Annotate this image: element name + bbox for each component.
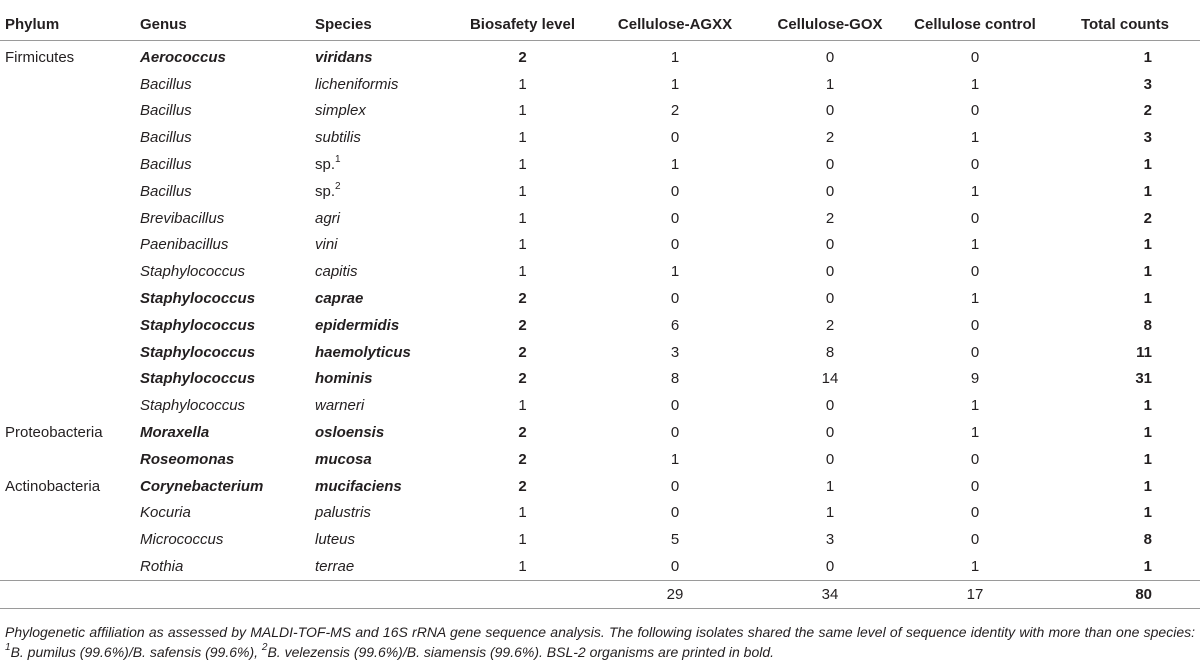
cell-phylum (0, 98, 140, 125)
cell-cellulose-control: 1 (970, 75, 980, 93)
cell-cellulose-gox: 0 (825, 424, 835, 442)
cell-cellulose-control: 1 (970, 236, 980, 254)
cell-species: mucosa (315, 450, 372, 468)
cell-biosafety-level: 2 (518, 343, 527, 361)
header-species: Species (315, 8, 455, 41)
cell-genus: Rothia (140, 558, 184, 576)
cell-total-counts: 11 (1136, 343, 1152, 361)
table-row (0, 419, 1200, 446)
cell-total-counts: 8 (1143, 316, 1152, 334)
cell-biosafety-level: 1 (518, 209, 527, 227)
cell-biosafety-level: 2 (518, 424, 527, 442)
cell-phylum (0, 178, 140, 205)
cell-genus: Staphylococcus (140, 316, 256, 334)
species-text: sp. (315, 156, 336, 174)
cell-cellulose-control: 9 (970, 370, 980, 388)
cell-phylum: Actinobacteria (5, 477, 101, 495)
table-row (0, 339, 1200, 366)
cell-biosafety-level: 1 (518, 504, 527, 522)
cell-biosafety-level: 1 (518, 129, 527, 147)
cell-cellulose-agxx: 1 (670, 263, 680, 281)
cell-cellulose-agxx: 0 (670, 477, 680, 495)
cell-cellulose-control: 1 (970, 424, 980, 442)
cell-phylum (0, 446, 140, 473)
cell-species: warneri (315, 397, 365, 415)
header-phylum: Phylum (0, 8, 140, 41)
cell-biosafety-level: 2 (518, 290, 527, 308)
cell-genus: Moraxella (140, 424, 210, 442)
cell-species (315, 151, 455, 178)
cell-phylum (0, 500, 140, 527)
cell-cellulose-control: 1 (970, 558, 980, 576)
cell-species: capitis (315, 263, 358, 281)
cell-total-counts: 1 (1143, 156, 1152, 174)
cell-biosafety-level: 1 (518, 531, 527, 549)
table-row (0, 151, 1200, 178)
cell-species: vini (315, 236, 338, 254)
footnote-superscript-1: 1 (5, 642, 11, 654)
cell-cellulose-gox: 0 (825, 48, 835, 66)
cell-cellulose-control: 1 (970, 182, 980, 200)
table-row (0, 446, 1200, 473)
table-footnote (5, 622, 1195, 662)
cell-cellulose-gox: 0 (825, 450, 835, 468)
totals-row (0, 580, 1200, 608)
cell-cellulose-agxx: 1 (670, 75, 680, 93)
header-cellulose-agxx: Cellulose-AGXX (590, 8, 760, 41)
footnote-superscript-2: 2 (261, 642, 268, 654)
cell-phylum (0, 285, 140, 312)
cell-species: haemolyticus (315, 343, 411, 361)
cell-cellulose-agxx: 0 (670, 236, 680, 254)
cell-phylum (0, 526, 140, 553)
cell-cellulose-control: 0 (970, 316, 980, 334)
cell-cellulose-agxx: 0 (670, 182, 680, 200)
header-cellulose-gox: Cellulose-GOX (760, 8, 900, 41)
cell-species: luteus (315, 531, 356, 549)
cell-cellulose-gox: 0 (825, 558, 835, 576)
table-row (0, 232, 1200, 259)
cell-cellulose-agxx: 1 (670, 48, 680, 66)
header-genus: Genus (140, 8, 315, 41)
cell-cellulose-agxx: 0 (670, 397, 680, 415)
cell-total-counts: 1 (1143, 182, 1152, 200)
cell-phylum (0, 124, 140, 151)
cell-cellulose-control: 0 (970, 263, 980, 281)
cell-cellulose-control: 0 (970, 477, 980, 495)
cell-genus: Staphylococcus (140, 397, 246, 415)
cell-species: viridans (315, 48, 373, 66)
cell-cellulose-gox: 0 (825, 397, 835, 415)
cell-cellulose-gox: 0 (825, 182, 835, 200)
cell-genus: Aerococcus (140, 48, 226, 66)
footnote-text-3: B. velezensis (99.6%)/B. siamensis (99.6%). BSL-2 organisms are printed in bold. (267, 644, 775, 660)
cell-cellulose-control: 0 (970, 343, 980, 361)
cell-phylum (0, 366, 140, 393)
cell-genus: Kocuria (140, 504, 191, 522)
table-row (0, 205, 1200, 232)
cell-total-counts: 1 (1143, 290, 1152, 308)
cell-phylum (0, 71, 140, 98)
cell-cellulose-control: 1 (970, 397, 980, 415)
cell-species (315, 178, 455, 205)
cell-cellulose-gox: 14 (821, 370, 839, 388)
cell-species: hominis (315, 370, 373, 388)
total-counts-grand: 80 (1050, 580, 1200, 608)
cell-cellulose-agxx: 3 (670, 343, 680, 361)
cell-total-counts: 1 (1143, 450, 1152, 468)
cell-biosafety-level: 2 (518, 370, 527, 388)
cell-total-counts: 1 (1143, 48, 1152, 66)
cell-species: palustris (315, 504, 371, 522)
cell-total-counts: 2 (1143, 102, 1152, 120)
table-row (0, 392, 1200, 419)
cell-cellulose-gox: 0 (825, 236, 835, 254)
cell-cellulose-gox: 1 (825, 504, 835, 522)
cell-total-counts: 1 (1143, 424, 1152, 442)
table-row (0, 258, 1200, 285)
header-cellulose-control: Cellulose control (900, 8, 1050, 41)
cell-phylum (0, 205, 140, 232)
totals-empty-cell (455, 580, 590, 608)
totals-empty-cell (140, 580, 315, 608)
table-row (0, 553, 1200, 580)
header-total-counts: Total counts (1050, 8, 1200, 41)
cell-cellulose-gox: 0 (825, 290, 835, 308)
cell-cellulose-agxx: 5 (670, 531, 680, 549)
cell-cellulose-gox: 0 (825, 102, 835, 120)
cell-cellulose-agxx: 1 (670, 156, 680, 174)
total-cellulose-control: 17 (900, 580, 1050, 608)
cell-cellulose-control: 1 (970, 290, 980, 308)
cell-cellulose-agxx: 0 (670, 129, 680, 147)
table-header-row (0, 8, 1200, 41)
totals-empty-cell (315, 580, 455, 608)
total-cellulose-agxx: 29 (590, 580, 760, 608)
cell-genus: Bacillus (140, 156, 192, 174)
cell-cellulose-control: 0 (970, 450, 980, 468)
cell-cellulose-gox: 0 (825, 156, 835, 174)
cell-species: terrae (315, 558, 355, 576)
cell-total-counts: 1 (1143, 558, 1152, 576)
cell-cellulose-agxx: 8 (670, 370, 680, 388)
cell-total-counts: 1 (1143, 263, 1152, 281)
cell-cellulose-gox: 0 (825, 263, 835, 281)
cell-genus: Staphylococcus (140, 290, 256, 308)
cell-cellulose-control: 0 (970, 156, 980, 174)
cell-total-counts: 2 (1143, 209, 1152, 227)
totals-empty-cell (0, 580, 140, 608)
cell-species: licheniformis (315, 75, 399, 93)
cell-phylum (0, 232, 140, 259)
cell-cellulose-control: 0 (970, 48, 980, 66)
table-row (0, 41, 1200, 71)
cell-total-counts: 1 (1143, 477, 1152, 495)
table-row (0, 473, 1200, 500)
cell-cellulose-control: 1 (970, 129, 980, 147)
table-row (0, 285, 1200, 312)
cell-genus: Bacillus (140, 129, 192, 147)
cell-cellulose-control: 0 (970, 504, 980, 522)
cell-cellulose-agxx: 0 (670, 504, 680, 522)
cell-total-counts: 1 (1143, 504, 1152, 522)
species-text: sp. (315, 182, 336, 200)
cell-phylum (0, 339, 140, 366)
cell-total-counts: 3 (1143, 129, 1152, 147)
cell-biosafety-level: 2 (518, 477, 527, 495)
cell-biosafety-level: 2 (518, 48, 527, 66)
footnote-text-1: Phylogenetic affiliation as assessed by MALDI-TOF-MS and 16S rRNA gene sequence analysis. The following isolates shared the same level of sequence identity with more than one species: (5, 624, 1195, 640)
cell-cellulose-agxx: 6 (670, 316, 680, 334)
cell-genus: Staphylococcus (140, 343, 256, 361)
cell-cellulose-agxx: 1 (670, 450, 680, 468)
cell-species: caprae (315, 290, 364, 308)
cell-phylum: Proteobacteria (5, 424, 103, 442)
cell-biosafety-level: 1 (518, 75, 527, 93)
cell-species: simplex (315, 102, 366, 120)
cell-cellulose-gox: 8 (825, 343, 835, 361)
cell-genus: Roseomonas (140, 450, 235, 468)
cell-cellulose-agxx: 0 (670, 558, 680, 576)
cell-cellulose-agxx: 2 (670, 102, 680, 120)
cell-phylum (0, 392, 140, 419)
cell-total-counts: 8 (1143, 531, 1152, 549)
cell-biosafety-level: 1 (518, 156, 527, 174)
cell-genus: Brevibacillus (140, 209, 225, 227)
cell-biosafety-level: 2 (518, 316, 527, 334)
table-row (0, 178, 1200, 205)
cell-cellulose-gox: 1 (825, 477, 835, 495)
cell-phylum (0, 312, 140, 339)
species-footnote-marker: 1 (335, 154, 341, 166)
cell-biosafety-level: 1 (518, 236, 527, 254)
cell-phylum (0, 151, 140, 178)
header-biosafety-level: Biosafety level (455, 8, 590, 41)
cell-species: subtilis (315, 129, 361, 147)
cell-phylum: Firmicutes (5, 48, 75, 66)
cell-genus: Paenibacillus (140, 236, 229, 254)
cell-species: agri (315, 209, 341, 227)
cell-phylum (0, 553, 140, 580)
table-row (0, 124, 1200, 151)
cell-genus: Staphylococcus (140, 370, 256, 388)
table-row (0, 366, 1200, 393)
cell-biosafety-level: 1 (518, 558, 527, 576)
cell-species: mucifaciens (315, 477, 402, 495)
cell-species: epidermidis (315, 316, 400, 334)
cell-cellulose-gox: 2 (825, 209, 835, 227)
cell-cellulose-gox: 1 (825, 75, 835, 93)
table-row (0, 312, 1200, 339)
cell-cellulose-agxx: 0 (670, 290, 680, 308)
cell-genus: Bacillus (140, 75, 192, 93)
cell-genus: Corynebacterium (140, 477, 264, 495)
cell-total-counts: 3 (1143, 75, 1152, 93)
table-row (0, 71, 1200, 98)
cell-genus: Bacillus (140, 102, 192, 120)
cell-biosafety-level: 1 (518, 102, 527, 120)
cell-total-counts: 1 (1143, 397, 1152, 415)
cell-cellulose-gox: 2 (825, 316, 835, 334)
cell-cellulose-gox: 2 (825, 129, 835, 147)
cell-cellulose-gox: 3 (825, 531, 835, 549)
cell-cellulose-control: 0 (970, 531, 980, 549)
table-row (0, 98, 1200, 125)
isolates-table (0, 8, 1200, 609)
footnote-text-2: B. pumilus (99.6%)/B. safensis (99.6%), (10, 644, 262, 660)
cell-genus: Bacillus (140, 182, 192, 200)
cell-cellulose-agxx: 0 (670, 209, 680, 227)
cell-biosafety-level: 1 (518, 182, 527, 200)
cell-genus: Staphylococcus (140, 263, 246, 281)
cell-species: osloensis (315, 424, 385, 442)
cell-phylum (0, 258, 140, 285)
total-cellulose-gox: 34 (760, 580, 900, 608)
cell-cellulose-agxx: 0 (670, 424, 680, 442)
cell-total-counts: 31 (1135, 370, 1152, 388)
cell-cellulose-control: 0 (970, 209, 980, 227)
cell-biosafety-level: 2 (518, 450, 527, 468)
cell-biosafety-level: 1 (518, 263, 527, 281)
table-body (0, 41, 1200, 581)
species-footnote-marker: 2 (335, 180, 341, 192)
table-row (0, 500, 1200, 527)
cell-genus: Micrococcus (140, 531, 224, 549)
cell-cellulose-control: 0 (970, 102, 980, 120)
cell-total-counts: 1 (1143, 236, 1152, 254)
table-row (0, 526, 1200, 553)
cell-biosafety-level: 1 (518, 397, 527, 415)
